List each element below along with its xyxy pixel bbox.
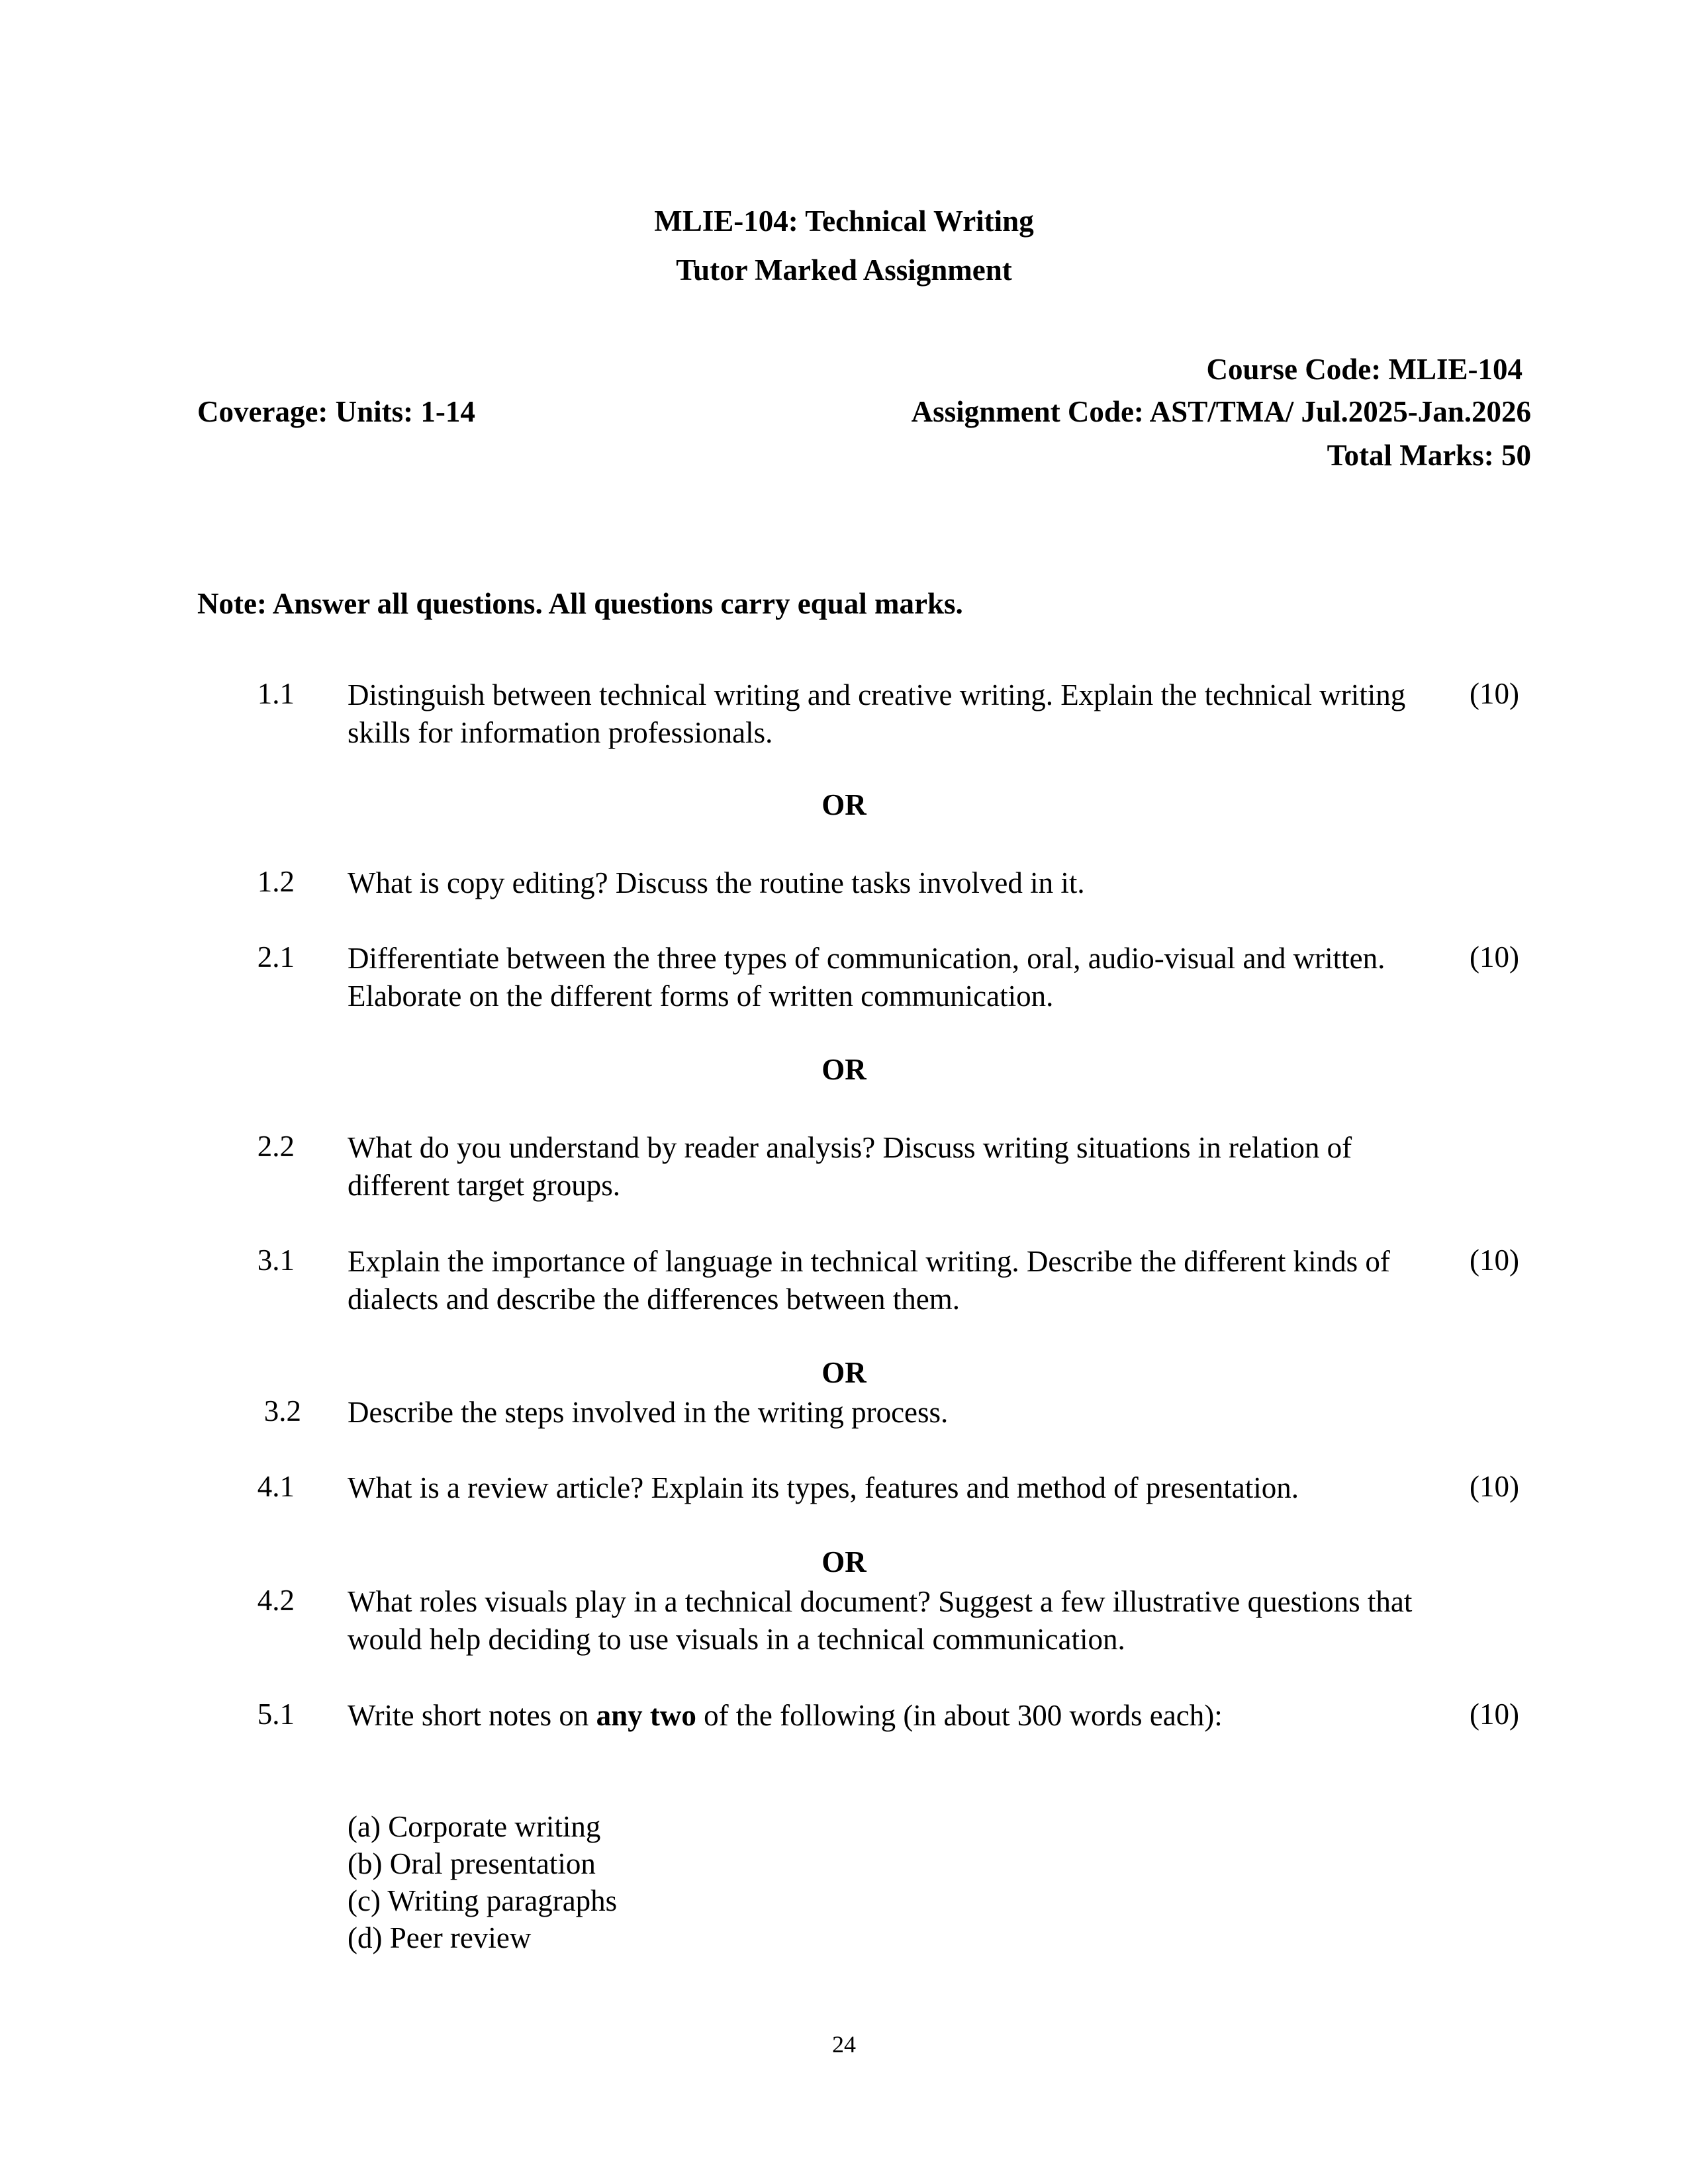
question-number: 4.2 [257,1584,295,1617]
question-text: What is a review article? Explain its types, features and method of presentation. [348,1471,1299,1504]
question-number: 4.1 [257,1470,295,1503]
question-number: 2.2 [257,1130,295,1163]
question-marks: (10) [1470,940,1519,974]
question-text: Differentiate between the three types of communication, oral, audio-visual and written. Elaborate on the different forms of written communication. [348,942,1385,1013]
or-divider: OR [821,1545,867,1578]
question-text: Describe the steps involved in the writing process. [348,1396,949,1429]
course-code: Course Code: MLIE-104 [1206,353,1523,386]
question-marks: (10) [1470,677,1519,710]
question-text-part: Write short notes on [348,1699,596,1732]
question-text: What roles visuals play in a technical document? Suggest a few illustrative questions that would help deciding to use visuals in a technical communication. [348,1585,1413,1656]
instructions-note: Note: Answer all questions. All questions carry equal marks. [197,587,963,620]
option-item: (b) Oral presentation [348,1847,596,1880]
assignment-code: Assignment Code: AST/TMA/ Jul.2025-Jan.2026 [911,395,1531,428]
coverage: Coverage: Units: 1-14 [197,395,475,428]
or-divider: OR [821,788,867,821]
or-divider: OR [821,1356,867,1389]
question-marks: (10) [1470,1244,1519,1277]
question-text: Explain the importance of language in technical writing. Describe the different kinds of dialects and describe the differences between them. [348,1245,1390,1316]
question-text: Distinguish between technical writing and creative writing. Explain the technical writing skills for information professionals. [348,678,1406,749]
page-number: 24 [832,2031,856,2058]
question-number: 1.2 [257,865,295,898]
document-subtitle: Tutor Marked Assignment [676,253,1012,287]
option-item: (c) Writing paragraphs [348,1884,618,1917]
or-divider: OR [821,1053,867,1086]
option-item: (d) Peer review [348,1921,532,1954]
question-text: What is copy editing? Discuss the routine tasks involved in it. [348,866,1085,899]
question-number: 3.1 [257,1244,295,1277]
total-marks: Total Marks: 50 [1327,439,1531,472]
question-number: 1.1 [257,677,295,710]
question-text-emphasis: any two [596,1699,696,1732]
option-item: (a) Corporate writing [348,1810,601,1843]
question-number: 3.2 [263,1394,301,1428]
question-text: What do you understand by reader analysis? Discuss writing situations in relation of different target groups. [348,1131,1352,1202]
question-number: 5.1 [257,1698,295,1731]
question-number: 2.1 [257,940,295,974]
document-title: MLIE-104: Technical Writing [654,205,1034,238]
question-text-part: of the following (in about 300 words each): [696,1699,1223,1732]
question-marks: (10) [1470,1698,1519,1731]
question-text [348,1697,1433,1735]
question-marks: (10) [1470,1470,1519,1503]
